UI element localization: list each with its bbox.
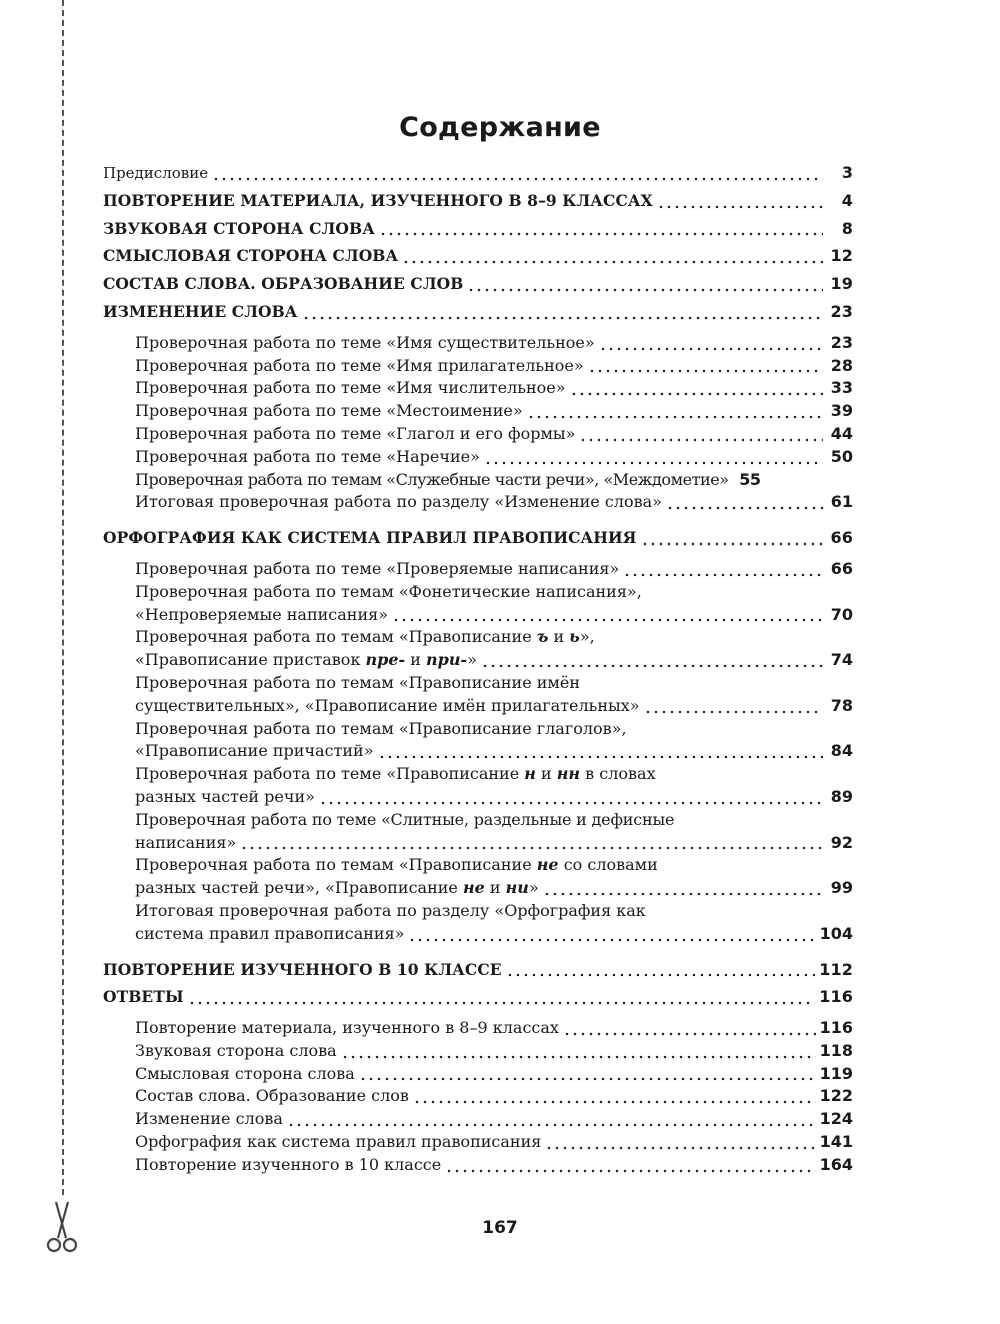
toc-subentry[interactable]: Проверочная работа по теме «Проверяемые написания» 66 — [135, 558, 853, 578]
toc-subentry[interactable]: Повторение изученного в 10 классе 164 — [135, 1154, 853, 1174]
toc-subentry[interactable]: Смысловая сторона слова 119 — [135, 1063, 853, 1083]
toc-subentry[interactable]: Повторение материала, изученного в 8–9 классах 116 — [135, 1018, 853, 1038]
toc-subentry[interactable]: Орфография как система правил правописания 141 — [135, 1132, 853, 1152]
toc-subentry[interactable]: Проверочная работа по теме «Имя прилагательное» 28 — [135, 355, 853, 375]
toc-section[interactable]: СМЫСЛОВАЯ СТОРОНА СЛОВА 12 — [103, 246, 853, 266]
toc-subentry[interactable]: Итоговая проверочная работа по разделу «Изменение слова» 61 — [135, 492, 853, 512]
toc-section[interactable]: ОТВЕТЫ 116 — [103, 987, 853, 1007]
toc-subentry[interactable]: Проверочная работа по теме «Правописание н и нн в словах разных частей речи» 89 — [135, 764, 853, 806]
toc-section[interactable]: ЗВУКОВАЯ СТОРОНА СЛОВА 8 — [103, 218, 853, 238]
cut-line — [62, 0, 64, 1195]
table-of-contents — [103, 162, 853, 1177]
toc-section[interactable]: ПОВТОРЕНИЕ МАТЕРИАЛА, ИЗУЧЕННОГО В 8–9 КЛАССАХ 4 — [103, 190, 853, 210]
toc-section[interactable]: ИЗМЕНЕНИЕ СЛОВА 23 — [103, 301, 853, 321]
toc-subentry[interactable]: Проверочная работа по теме «Глагол и его формы» 44 — [135, 423, 853, 443]
toc-subentry[interactable]: Проверочная работа по темам «Правописание глаголов», «Правописание причастий» 84 — [135, 718, 853, 761]
toc-subentry[interactable]: Проверочная работа по теме «Наречие» 50 — [135, 446, 853, 466]
toc-subentry[interactable]: Проверочная работа по теме «Имя существительное» 23 — [135, 332, 853, 352]
toc-subentry[interactable]: Проверочная работа по темам «Правописание имён существительных», «Правописание имён прилагательных» 78 — [135, 672, 853, 715]
toc-subentry[interactable]: Проверочная работа по теме «Местоимение» 39 — [135, 401, 853, 421]
toc-section[interactable]: ОРФОГРАФИЯ КАК СИСТЕМА ПРАВИЛ ПРАВОПИСАНИЯ 66 — [103, 528, 853, 548]
toc-subentry[interactable]: Проверочная работа по темам «Фонетические написания», «Непроверяемые написания» 70 — [135, 581, 853, 624]
toc-subentry[interactable]: Изменение слова 124 — [135, 1109, 853, 1129]
toc-subentry[interactable]: Проверочная работа по темам «Правописание ъ и ь», «Правописание приставок пре- и при-» 74 — [135, 627, 853, 670]
toc-section[interactable]: СОСТАВ СЛОВА. ОБРАЗОВАНИЕ СЛОВ 19 — [103, 274, 853, 294]
toc-subentry[interactable]: Звуковая сторона слова 118 — [135, 1040, 853, 1060]
toc-subentry[interactable]: Проверочная работа по теме «Слитные, раздельные и дефисные написания» 92 — [135, 809, 853, 852]
toc-entry-preface[interactable]: Предисловие 3 — [103, 163, 853, 182]
toc-subentry[interactable]: Проверочная работа по теме «Имя числительное» 33 — [135, 378, 853, 398]
toc-subentry[interactable]: Итоговая проверочная работа по разделу «Орфография как система правил правописания» 104 — [135, 900, 853, 943]
toc-subentry[interactable]: Проверочная работа по темам «Правописание не со словами разных частей речи», «Правописание не и ни» 99 — [135, 855, 853, 898]
toc-section[interactable]: ПОВТОРЕНИЕ ИЗУЧЕННОГО В 10 КЛАССЕ 112 — [103, 959, 853, 979]
toc-subentry[interactable]: Состав слова. Образование слов 122 — [135, 1086, 853, 1106]
toc-subentry[interactable]: Проверочная работа по темам «Служебные части речи», «Междометие» 55 — [135, 469, 761, 489]
page-number: 167 — [482, 1218, 518, 1238]
page-title: Содержание — [399, 112, 601, 143]
